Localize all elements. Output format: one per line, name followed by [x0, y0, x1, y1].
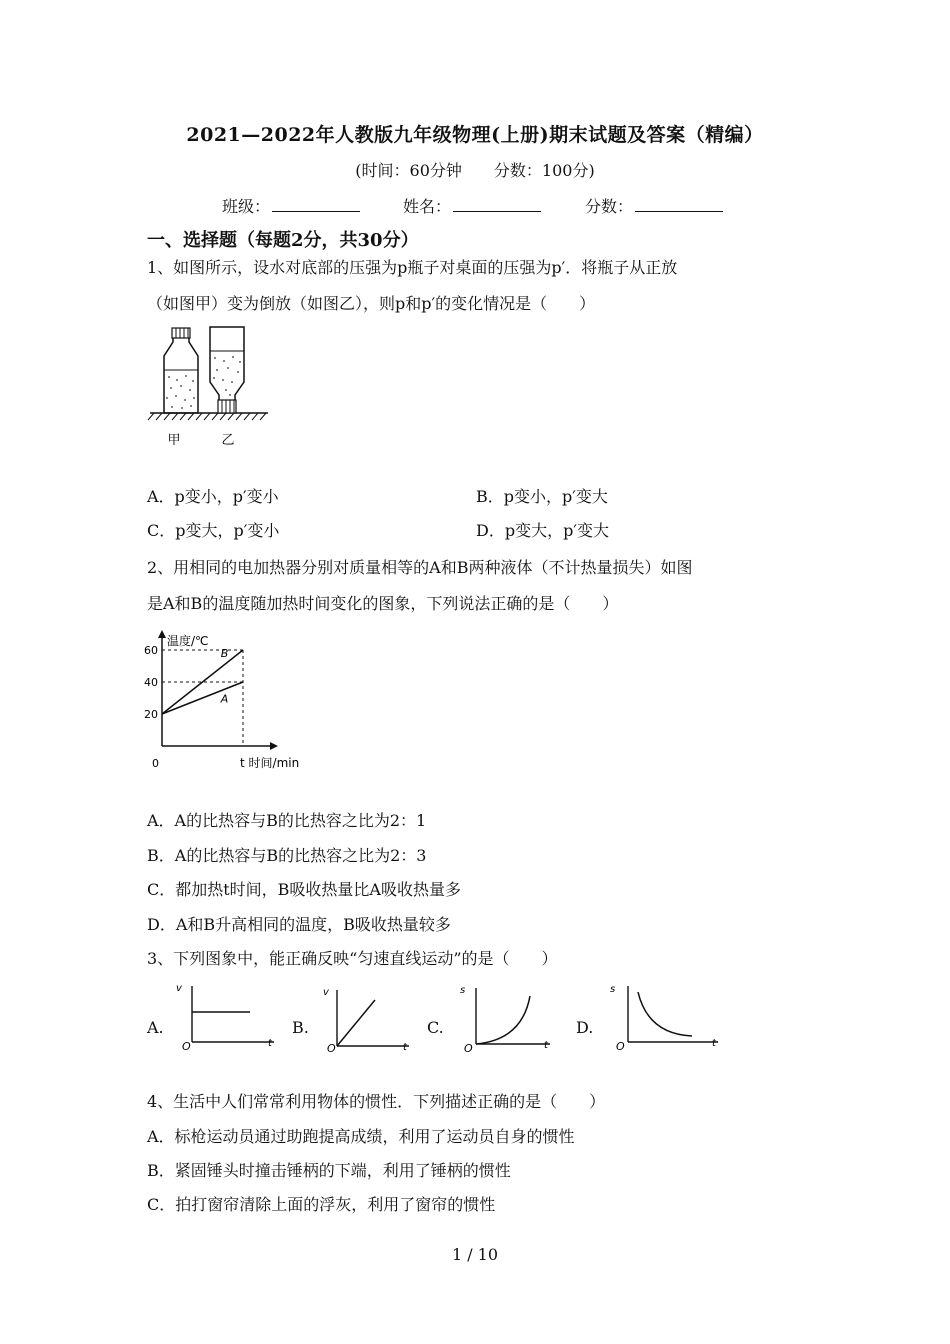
- q3-graph-c: [452, 980, 557, 1052]
- q4-option-a[interactable]: A．标枪运动员通过助跑提高成绩，利用了运动员自身的惯性: [147, 1127, 575, 1146]
- page-number: 1 / 10: [451, 1245, 499, 1264]
- exam-time-score: (时间：60分钟 分数：100分): [355, 161, 595, 180]
- y-tick-label: 60: [144, 644, 158, 657]
- question-3: 3、下列图象中，能正确反映“匀速直线运动”的是（ ）: [147, 949, 558, 968]
- svg-text:O: O: [616, 1040, 625, 1052]
- y-tick-label: 40: [144, 676, 158, 689]
- question-2-line-2: 是A和B的温度随加热时间变化的图象，下列说法正确的是（ ）: [147, 594, 619, 613]
- q2-option-b[interactable]: B．A的比热容与B的比热容之比为2：3: [147, 846, 427, 865]
- temperature-chart: [140, 628, 320, 774]
- q3-graph-a: [170, 980, 282, 1052]
- graph-c-curve: [476, 996, 530, 1044]
- y-axis-arrow: [158, 630, 166, 638]
- question-4: 4、生活中人们常常利用物体的惯性．下列描述正确的是（ ）: [147, 1092, 606, 1111]
- svg-text:O: O: [327, 1042, 336, 1052]
- svg-text:t: t: [268, 1038, 272, 1049]
- svg-text:O: O: [182, 1040, 191, 1052]
- class-field: 班级：: [222, 194, 360, 217]
- q3-option-b[interactable]: B.: [292, 1018, 309, 1037]
- series-label-b: B: [220, 646, 229, 660]
- name-blank[interactable]: [453, 197, 541, 212]
- figure-label-jia: 甲: [167, 433, 181, 448]
- question-2-line-1: 2、用相同的电加热器分别对质量相等的A和B两种液体（不计热量损失）如图: [147, 558, 693, 577]
- q2-option-a[interactable]: A．A的比热容与B的比热容之比为2：1: [147, 811, 427, 830]
- x-axis-arrow: [270, 742, 278, 750]
- q1-option-b[interactable]: B．p变小，p′变大: [476, 487, 608, 506]
- q3-option-a[interactable]: A.: [147, 1018, 164, 1037]
- svg-text:t: t: [544, 1040, 548, 1051]
- svg-text:s: s: [460, 985, 466, 996]
- bottle-figure: [146, 320, 276, 450]
- svg-text:s: s: [610, 984, 616, 995]
- y-tick-label: 20: [144, 708, 158, 721]
- q1-option-a[interactable]: A．p变小，p′变小: [147, 487, 279, 506]
- q2-option-d[interactable]: D．A和B升高相同的温度，B吸收热量较多: [147, 915, 451, 934]
- question-1-line-2: （如图甲）变为倒放（如图乙），则p和p′的变化情况是（ ）: [147, 294, 596, 313]
- origin-label: 0: [152, 757, 159, 770]
- svg-text:t: t: [403, 1042, 407, 1052]
- score-blank[interactable]: [635, 197, 723, 212]
- q1-option-c[interactable]: C．p变大，p′变小: [147, 521, 280, 540]
- q3-option-d[interactable]: D.: [576, 1018, 594, 1037]
- q3-option-c[interactable]: C.: [427, 1018, 444, 1037]
- question-1-line-1: 1、如图所示，设水对底部的压强为p瓶子对桌面的压强为p′．将瓶子从正放: [147, 258, 678, 277]
- graph-d-curve: [638, 992, 692, 1036]
- q3-graph-b: [315, 980, 415, 1052]
- score-field: 分数：: [585, 194, 723, 217]
- q1-option-d[interactable]: D．p变大，p′变大: [476, 521, 609, 540]
- svg-text:t: t: [712, 1038, 716, 1049]
- svg-text:v: v: [323, 987, 329, 998]
- page-title: 2021—2022年人教版九年级物理(上册)期末试题及答案（精编）: [186, 124, 764, 146]
- figure-label-yi: 乙: [221, 433, 235, 448]
- q4-option-c[interactable]: C．拍打窗帘清除上面的浮灰，利用了窗帘的惯性: [147, 1195, 496, 1214]
- q4-option-b[interactable]: B．紧固锤头时撞击锤柄的下端，利用了锤柄的惯性: [147, 1161, 511, 1180]
- series-label-a: A: [220, 692, 229, 706]
- x-axis-label: t 时间/min: [240, 756, 300, 770]
- section-heading: 一、选择题（每题2分，共30分）: [147, 230, 419, 251]
- graph-b-curve: [337, 1000, 375, 1046]
- svg-text:O: O: [464, 1042, 473, 1052]
- q3-graph-d: [600, 980, 725, 1052]
- q2-option-c[interactable]: C．都加热t时间，B吸收热量比A吸收热量多: [147, 880, 461, 899]
- svg-text:v: v: [176, 983, 182, 994]
- class-blank[interactable]: [272, 197, 360, 212]
- name-field: 姓名：: [403, 194, 541, 217]
- series-line-a: [162, 682, 243, 714]
- y-axis-label: 温度/℃: [167, 634, 209, 648]
